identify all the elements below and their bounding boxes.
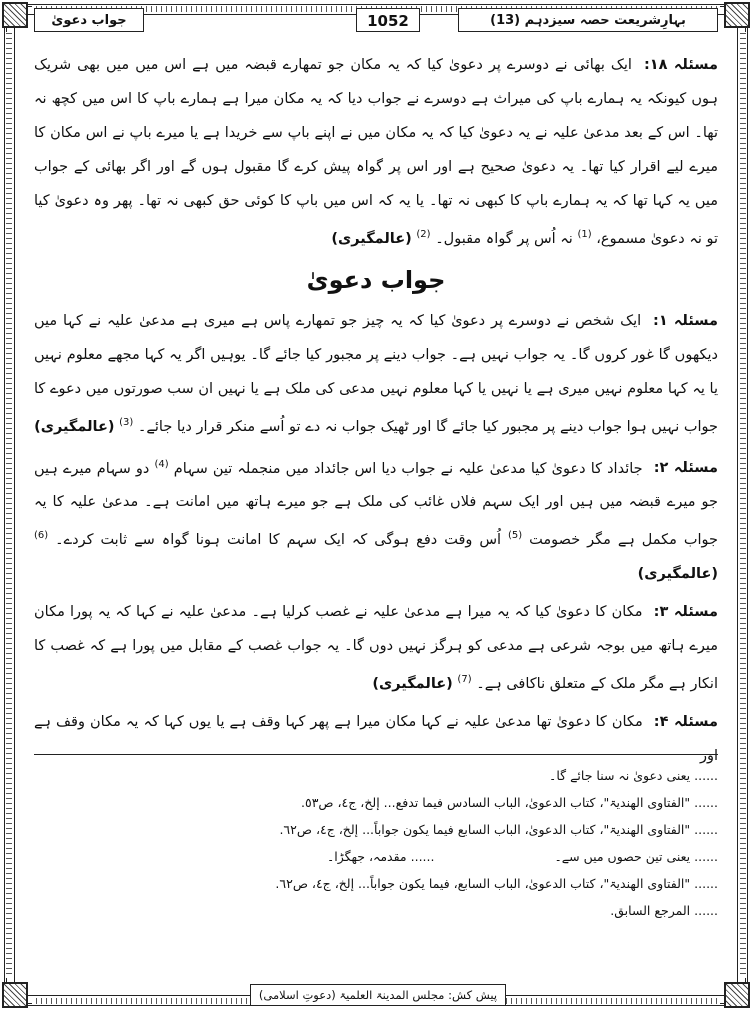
masala-text: ایک شخص نے دوسرے پر دعویٰ کیا کہ یہ چیز جو تمھارے پاس ہے میری ہے مدعیٰ علیہ نے کہا میں دیکھوں گا غور کروں گا۔ یہ جواب نہیں ہے۔ جواب دینے پر مجبور کیا جائے گا۔ یوہیں اگر یہ کہا مجھے معلوم نہیں یا یہ کہا معلوم نہیں میری ہے یا نہیں یا کہا معلوم نہیں مدعی کی ملک ہے یا نہیں ان سب صورتوں میں دعوے کا جواب نہیں ہوا جواب دینے پر مجبور کیا جائے گا اور ٹھیک جواب نہ دے تو اُسے منکر قرار دیا جائے۔ [34,312,718,435]
citation: (عالمگیری) [372,676,453,693]
corner-ornament [2,2,28,28]
section-title: جواب دعویٰ [34,8,144,32]
footnote-ref: (7) [457,674,472,686]
border-pattern-right [740,32,746,978]
corner-ornament [2,982,28,1008]
masala-1 [34,304,718,444]
page-header [34,8,718,34]
section-heading: جواب دعویٰ [306,265,446,294]
masala-text: اُس وقت دفع ہوگی کہ ایک سہم کا امانت ہونا گواہ سے ثابت کردے۔ [55,532,502,549]
corner-ornament [724,2,750,28]
corner-ornament [724,982,750,1008]
book-title: بہارِشریعت حصہ سیزدہم (13) [458,8,718,32]
border-pattern-left [6,32,12,978]
footnote-4-5: ...... یعنی تین حصوں میں سے۔ ......مقدمہ، جھگڑا۔ [34,843,718,870]
footnote-6: ......"الفتاوی الھندیۃ"، کتاب الدعویٰ، الباب السابع، فیما یکون جواباً... إلخ، ج٤، ص٦٢. [275,876,718,891]
footnote-ref: (3) [119,416,134,428]
footnote-ref: (4) [154,458,169,470]
masala-text: دو سہام میرے ہیں جو میرے قبضہ میں ہیں اور ایک سہم فلاں غائب کی ملک ہے جو میرے ہاتھ میں امانت ہے۔ مدعیٰ علیہ کا یہ جواب مکمل ہے مگر خصومت [34,460,719,549]
footnote-text: "الفتاوی الھندیۃ"، کتاب الدعویٰ، الباب السابع فیما یکون جواباً... إلخ، ج٤، ص٦٢. [279,822,691,837]
page-body [34,48,718,777]
footnotes [34,762,718,924]
masala-text: نہ اُس پر گواہ مقبول۔ [435,230,573,247]
masala-2 [34,448,718,592]
footnote-1: ......یعنی دعویٰ نہ سنا جائے گا۔ [549,768,718,783]
footnote-ref: (1) [577,229,592,240]
footnote-ref: (6) [34,530,49,542]
citation: (عالمگیری) [34,418,115,435]
footnote-2: ......"الفتاوی الھندیۃ"، کتاب الدعویٰ، الباب السادس فیما تدفع... إلخ، ج٤، ص٥٣. [301,795,718,810]
masala-label: مسئلہ ۴: [653,714,719,731]
footnote-7: ......المرجع السابق. [610,903,718,918]
masala-text: ایک بھائی نے دوسرے پر دعویٰ کیا کہ یہ مکان جو تمھارے قبضہ میں ہے اس میں میں بھی شریک ہوں کیونکہ یہ ہمارے باپ کی میراث ہے دوسرے نے جواب دیا کہ یہ مکان میرا ہے ہمارے باپ کا اس میں کچھ نہ تھا۔ اس کے بعد مدعیٰ علیہ نے یہ دعویٰ کیا کہ یہ مکان میں نے اپنے باپ سے خریدا ہے یا میرے باپ نے اس مکان کا میرے لیے اقرار کیا تھا۔ یہ دعویٰ صحیح ہے اور اس پر گواہ پیش کرے گا مقبول ہوں گے اور اگر بھائی کے جواب میں یہ کہا تھا کہ یہ ہمارے باپ کا کبھی نہ تھا۔ یا یہ کہ اس میں باپ کا کوئی حق کبھی نہ تھا۔ پھر وہ دعویٰ کیا تو نہ دعویٰ مسموع، [34,57,718,247]
page-number: 1052 [356,8,420,32]
footnote-text: یعنی دعویٰ نہ سنا جائے گا۔ [549,768,691,783]
citation: (عالمگیری) [637,566,718,583]
footnote-3: ......"الفتاوی الھندیۃ"، کتاب الدعویٰ، الباب السابع فیما یکون جواباً... إلخ، ج٤، ص٦٢. [279,822,718,837]
footnote-text: مقدمہ، جھگڑا۔ [326,849,407,864]
masala-label: مسئلہ ۲: [653,460,718,477]
footnote-separator [34,754,718,755]
publisher-footer: پیش کش: مجلس المدینۃ العلمیۃ (دعوتِ اسلامی) [250,984,506,1006]
citation: (عالمگیری) [331,230,412,247]
masala-label: مسئلہ ۱: [653,312,718,329]
masala-text: جائداد کا دعویٰ کیا مدعیٰ علیہ نے جواب دیا اس جائداد میں منجملہ تین سہام [173,460,643,477]
masala-text: مکان کا دعویٰ تھا مدعیٰ علیہ نے کہا مکان میرا ہے پھر کہا وقف ہے یا یوں کہا کہ یہ مکان وقف ہے اور [34,714,718,765]
footnote-text: یعنی تین حصوں میں سے۔ [554,849,691,864]
footnote-text: المرجع السابق. [610,903,691,918]
footnote-ref: (5) [508,530,523,542]
masala-label: مسئلہ ۱۸: [643,57,718,73]
masala-label: مسئلہ ۳: [653,604,718,621]
footnote-ref: (2) [416,229,431,240]
masala-18 [34,48,718,256]
masala-text: مکان کا دعویٰ کیا کہ یہ میرا ہے مدعیٰ علیہ نے غصب کرلیا ہے۔ مدعیٰ علیہ نے کہا کہ یہ پورا مکان میرے ہاتھ میں بوجہ شرعی ہے مدعی کو ہرگز نہیں دوں گا۔ یہ جواب غصب کے مقابل میں پورا ہے کہ غصب کا انکار ہے مگر ملک کے متعلق ناکافی ہے۔ [34,604,718,693]
footnote-text: "الفتاوی الھندیۃ"، کتاب الدعویٰ، الباب السادس فیما تدفع... إلخ، ج٤، ص٥٣. [301,795,691,810]
footnote-text: "الفتاوی الھندیۃ"، کتاب الدعویٰ، الباب السابع، فیما یکون جواباً... إلخ، ج٤، ص٦٢. [275,876,691,891]
masala-3 [34,595,718,701]
